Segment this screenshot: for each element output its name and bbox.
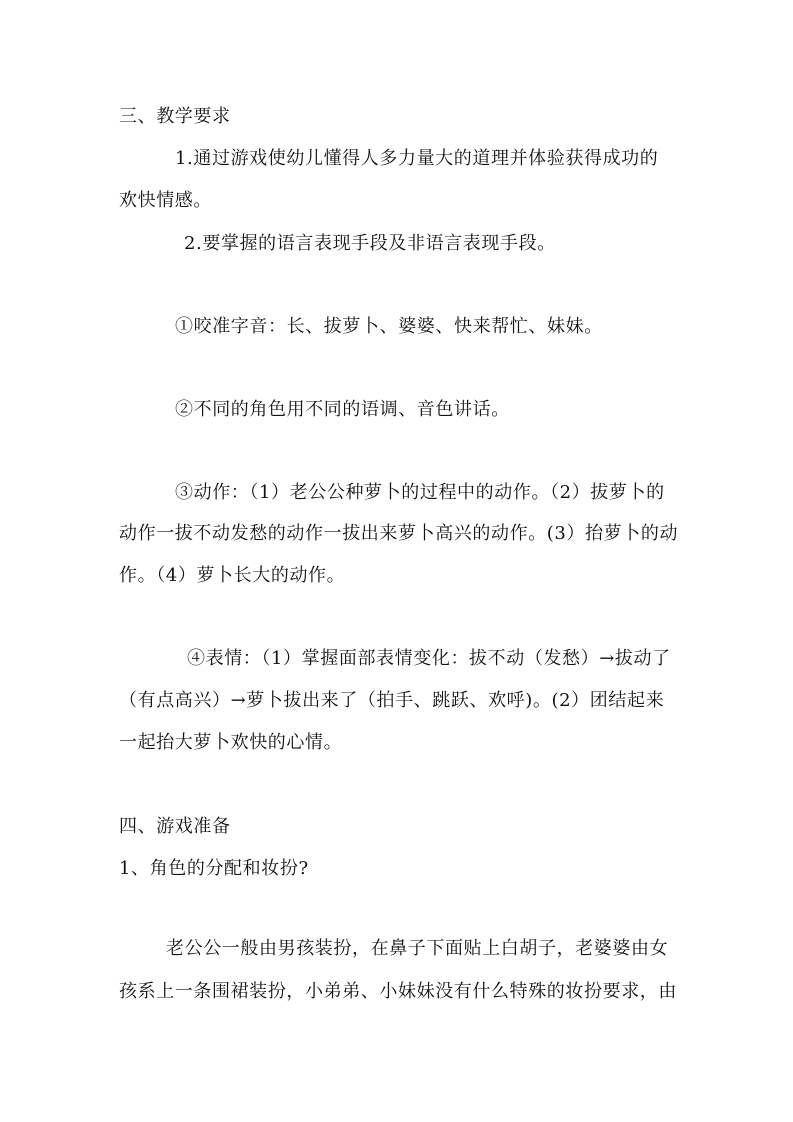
item-3-line-2: 动作一拔不动发愁的动作一拔出来萝卜高兴的动作。(3）抬萝卜的动 [119,523,679,544]
requirement-1-line-1: 1.通过游戏使幼儿懂得人多力量大的道理并体验获得成功的 [175,148,659,169]
subsection-1-heading: 1、角色的分配和妆扮? [119,858,309,879]
item-3-line-1: ③动作：（1）老公公种萝卜的过程中的动作。（2）拔萝卜的 [175,482,665,503]
section-4-heading: 四、游戏准备 [119,816,231,837]
paragraph-line-2: 孩系上一条围裙装扮，小弟弟、小妹妹没有什么特殊的妆扮要求，由 [119,981,677,1002]
item-3-line-3: 作。（4）萝卜长大的动作。 [119,565,346,586]
paragraph-line-1: 老公公一般由男孩装扮，在鼻子下面贴上白胡子，老婆婆由女 [166,938,669,959]
requirement-1-line-2: 欢快情感。 [119,190,212,211]
item-4-line-1: ④表情：（1）掌握面部表情变化：拔不动（发愁）→拔动了 [187,648,671,669]
item-4-line-3: 一起抬大萝卜欢快的心情。 [119,732,343,753]
section-3-heading: 三、教学要求 [119,106,231,127]
item-4-line-2: （有点高兴）→萝卜拔出来了（拍手、跳跃、欢呼)。(2）团结起来 [119,690,665,711]
requirement-2: 2.要掌握的语言表现手段及非语言表现手段。 [184,233,556,254]
item-2-intonation: ②不同的角色用不同的语调、音色讲话。 [175,399,510,420]
item-1-pronunciation: ①咬准字音：长、拔萝卜、婆婆、快来帮忙、妹妹。 [175,316,603,337]
